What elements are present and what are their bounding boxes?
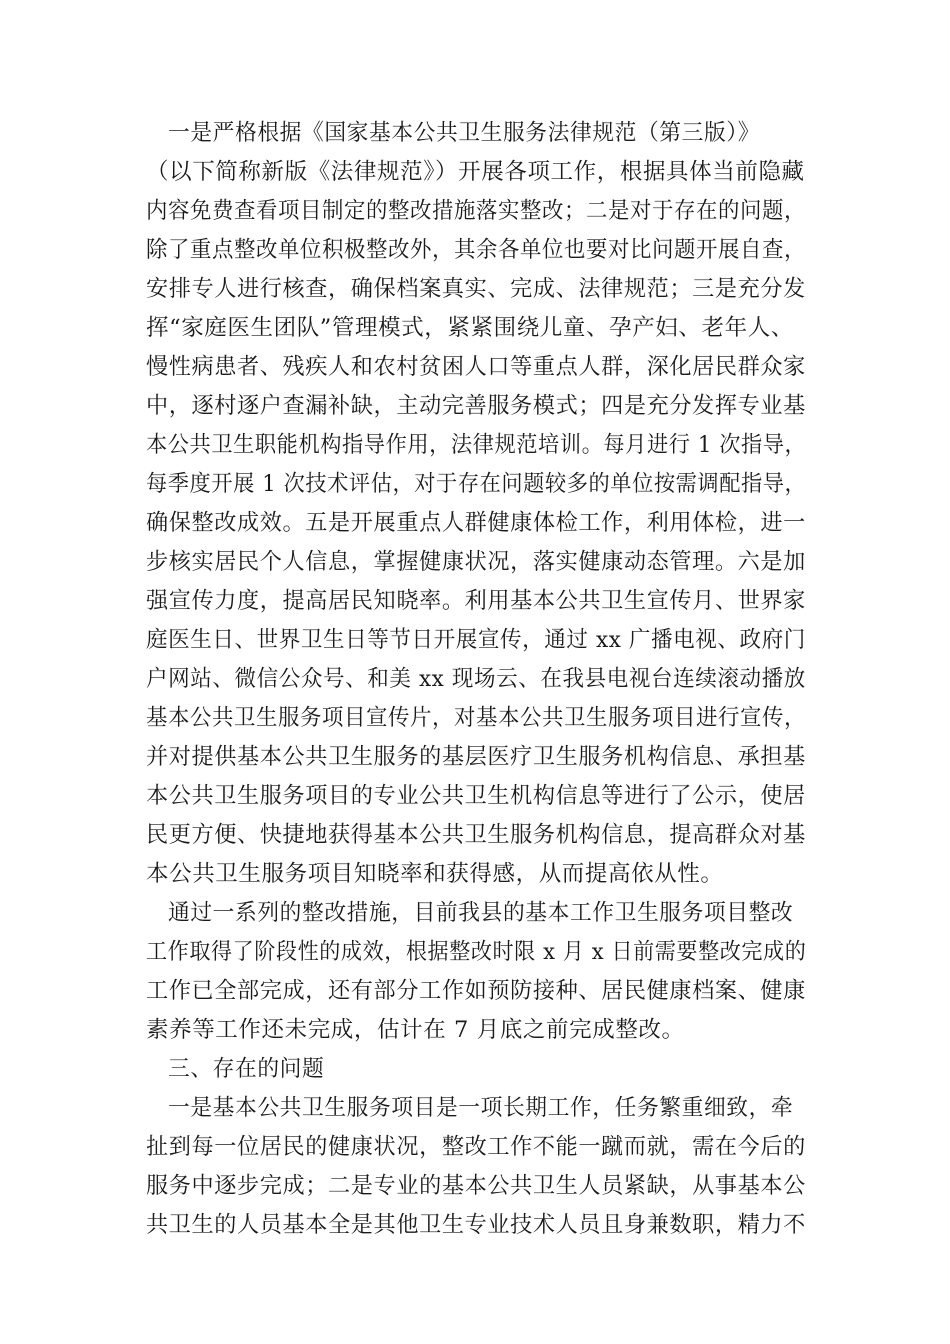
text-line: 并对提供基本公共卫生服务的基层医疗卫生服务机构信息、承担基 — [146, 744, 806, 770]
text-line: 本公共卫生职能机构指导作用，法律规范培训。每月进行 1 次指导， — [146, 432, 807, 458]
text-line: 户网站、微信公众号、和美 xx 现场云、在我县电视台连续滚动播放 — [146, 666, 806, 692]
text-line: 强宣传力度，提高居民知晓率。利用基本公共卫生宣传月、世界家 — [146, 588, 806, 614]
text-line: 一是严格根据《国家基本公共卫生服务法律规范（第三版）》 — [168, 120, 761, 146]
text-line: 民更方便、快捷地获得基本公共卫生服务机构信息，提高群众对基 — [146, 822, 806, 848]
text-line: 工作取得了阶段性的成效，根据整改时限 x 月 x 日前需要整改完成的 — [146, 939, 807, 965]
text-line: 工作已全部完成，还有部分工作如预防接种、居民健康档案、健康 — [146, 978, 806, 1004]
text-line: 慢性病患者、残疾人和农村贫困人口等重点人群，深化居民群众家 — [146, 354, 806, 380]
text-line: 一是基本公共卫生服务项目是一项长期工作，任务繁重细致，牵 — [168, 1095, 794, 1121]
text-line: 本公共卫生服务项目知晓率和获得感，从而提高依从性。 — [146, 861, 724, 887]
text-line: 中，逐村逐户查漏补缺，主动完善服务模式；四是充分发挥专业基 — [146, 393, 806, 419]
section-heading: 三、存在的问题 — [168, 1056, 325, 1082]
text-line: 基本公共卫生服务项目宣传片，对基本公共卫生服务项目进行宣传， — [146, 705, 807, 731]
text-line: （以下简称新版《法律规范》）开展各项工作，根据具体当前隐藏 — [146, 159, 805, 185]
text-line: 除了重点整改单位积极整改外，其余各单位也要对比问题开展自查， — [146, 237, 807, 263]
text-line: 通过一系列的整改措施，目前我县的基本工作卫生服务项目整改 — [168, 900, 794, 926]
text-line: 服务中逐步完成；二是专业的基本公共卫生人员紧缺，从事基本公 — [146, 1173, 806, 1199]
text-line: 每季度开展 1 次技术评估，对于存在问题较多的单位按需调配指导， — [146, 471, 807, 497]
text-line: 确保整改成效。五是开展重点人群健康体检工作，利用体检，进一 — [146, 510, 806, 536]
text-line: 本公共卫生服务项目的专业公共卫生机构信息等进行了公示，使居 — [146, 783, 806, 809]
text-line: 共卫生的人员基本全是其他卫生专业技术人员且身兼数职，精力不 — [146, 1212, 806, 1238]
text-line: 庭医生日、世界卫生日等节日开展宣传，通过 xx 广播电视、政府门 — [146, 627, 806, 653]
text-line: 扯到每一位居民的健康状况，整改工作不能一蹴而就，需在今后的 — [146, 1134, 806, 1160]
text-line: 内容免费查看项目制定的整改措施落实整改；二是对于存在的问题， — [146, 198, 807, 224]
text-line: 步核实居民个人信息，掌握健康状况，落实健康动态管理。六是加 — [146, 549, 806, 575]
text-line: 安排专人进行核查，确保档案真实、完成、法律规范；三是充分发 — [146, 276, 806, 302]
text-line: 挥“家庭医生团队”管理模式，紧紧围绕儿童、孕产妇、老年人、 — [146, 315, 794, 341]
text-line: 素养等工作还未完成，估计在 7 月底之前完成整改。 — [146, 1017, 685, 1043]
